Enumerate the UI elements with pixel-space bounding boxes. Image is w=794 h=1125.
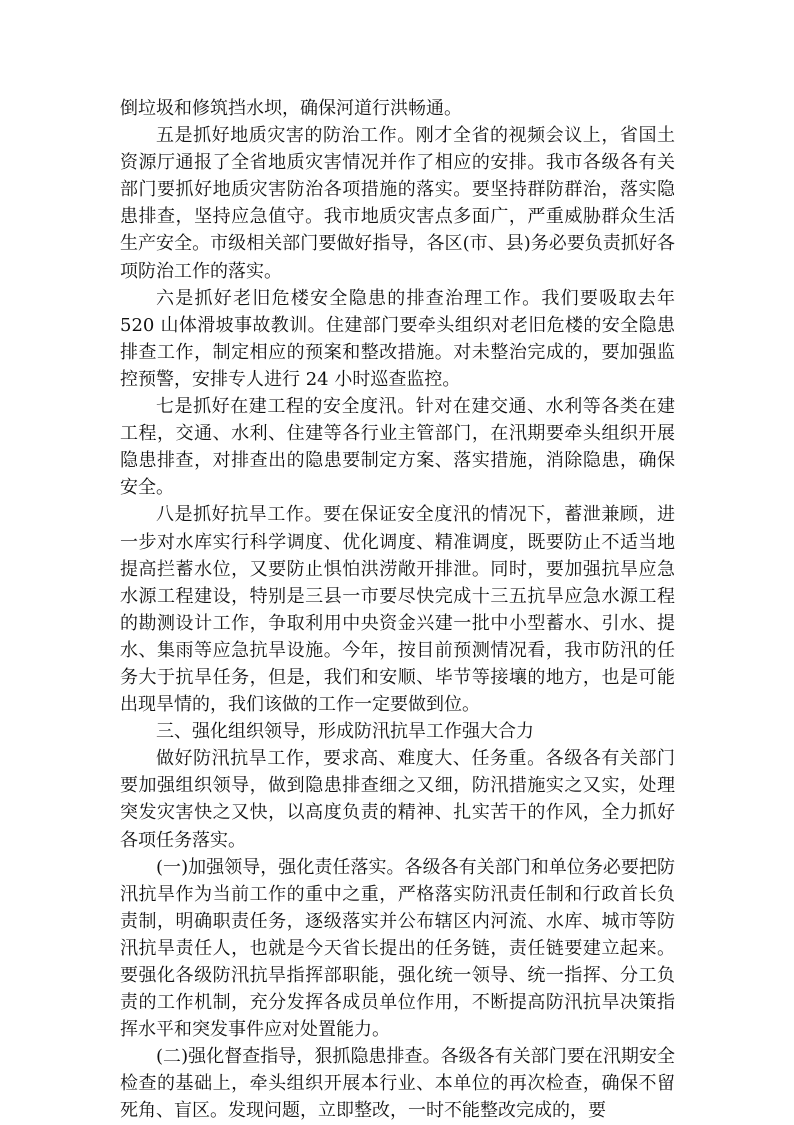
paragraph-leadership-responsibility: (一)加强领导，强化责任落实。各级各有关部门和单位务必要把防汛抗旱作为当前工作的重中之重，严格落实防汛责任制和行政首长负责制，明确职责任务，逐级落实并公布辖区内河流、水库、城市等防汛抗旱责任人，也就是今天省长提出的任务链，责任链要建立起来。要强化各级防汛抗旱指挥部职能，强化统一领导、统一指挥、分工负责的工作机制，充分发挥各成员单位作用，不断提高防汛抗旱决策指挥水平和突发事件应对处置能力。 [120,856,675,1041]
section-heading-organization: 三、强化组织领导，形成防汛抗旱工作强大合力 [156,721,534,743]
paragraph-drought-relief: 八是抓好抗旱工作。要在保证安全度汛的情况下，蓄泄兼顾，进一步对水库实行科学调度、优化调度、精准调度，既要防止不适当地提高拦蓄水位，又要防止惧怕洪涝敞开排泄。同时，要加强抗旱应急水源工程建设，特别是三县一市要尽快完成十三五抗旱应急水源工程的勘测设计工作，争取利用中央资金兴建一批中小型蓄水、引水、提水、集雨等应急抗旱设施。今年，按目前预测情况看，我市防汛的任务大于抗旱任务，但是，我们和安顺、毕节等接壤的地方，也是可能出现旱情的，我们该做的工作一定要做到位。 [120,504,675,716]
paragraph-geological-disasters: 五是抓好地质灾害的防治工作。刚才全省的视频会议上，省国土资源厅通报了全省地质灾害情况并作了相应的安排。我市各级各有关部门要抓好地质灾害防治各项措施的落实。要坚持群防群治，落实隐患排查，坚持应急值守。我市地质灾害点多面广，严重威胁群众生活生产安全。市级相关部门要做好指导，各区(市、县)务必要负责抓好各项防治工作的落实。 [120,125,675,282]
paragraph-supervision-inspection: (二)强化督查指导，狠抓隐患排查。各级各有关部门要在汛期安全检查的基础上，牵头组织开展本行业、本单位的再次检查，确保不留死角、盲区。发现问题，立即整改，一时不能整改完成的，要 [120,1046,675,1122]
paragraph-continuation: 倒垃圾和修筑挡水坝，确保河道行洪畅通。 [120,98,462,119]
paragraph-construction-safety: 七是抓好在建工程的安全度汛。针对在建交通、水利等各类在建工程，交通、水利、住建等各行业主管部门，在汛期要牵头组织开展隐患排查，对排查出的隐患要制定方案、落实措施，消除隐患，确保安全。 [120,396,675,499]
paragraph-old-buildings: 六是抓好老旧危楼安全隐患的排查治理工作。我们要吸取去年520 山体滑坡事故教训。住建部门要牵头组织对老旧危楼的安全隐患排查工作，制定相应的预案和整改措施。对未整治完成的，要加强监控预警，安排专人进行 24 小时巡查监控。 [120,287,675,390]
document-body [120,95,675,1125]
paragraph-organization-intro: 做好防汛抗旱工作，要求高、难度大、任务重。各级各有关部门要加强组织领导，做到隐患排查细之又细，防汛措施实之又实，处理突发灾害快之又快，以高度负责的精神、扎实苦干的作风，全力抓好各项任务落实。 [120,748,675,851]
